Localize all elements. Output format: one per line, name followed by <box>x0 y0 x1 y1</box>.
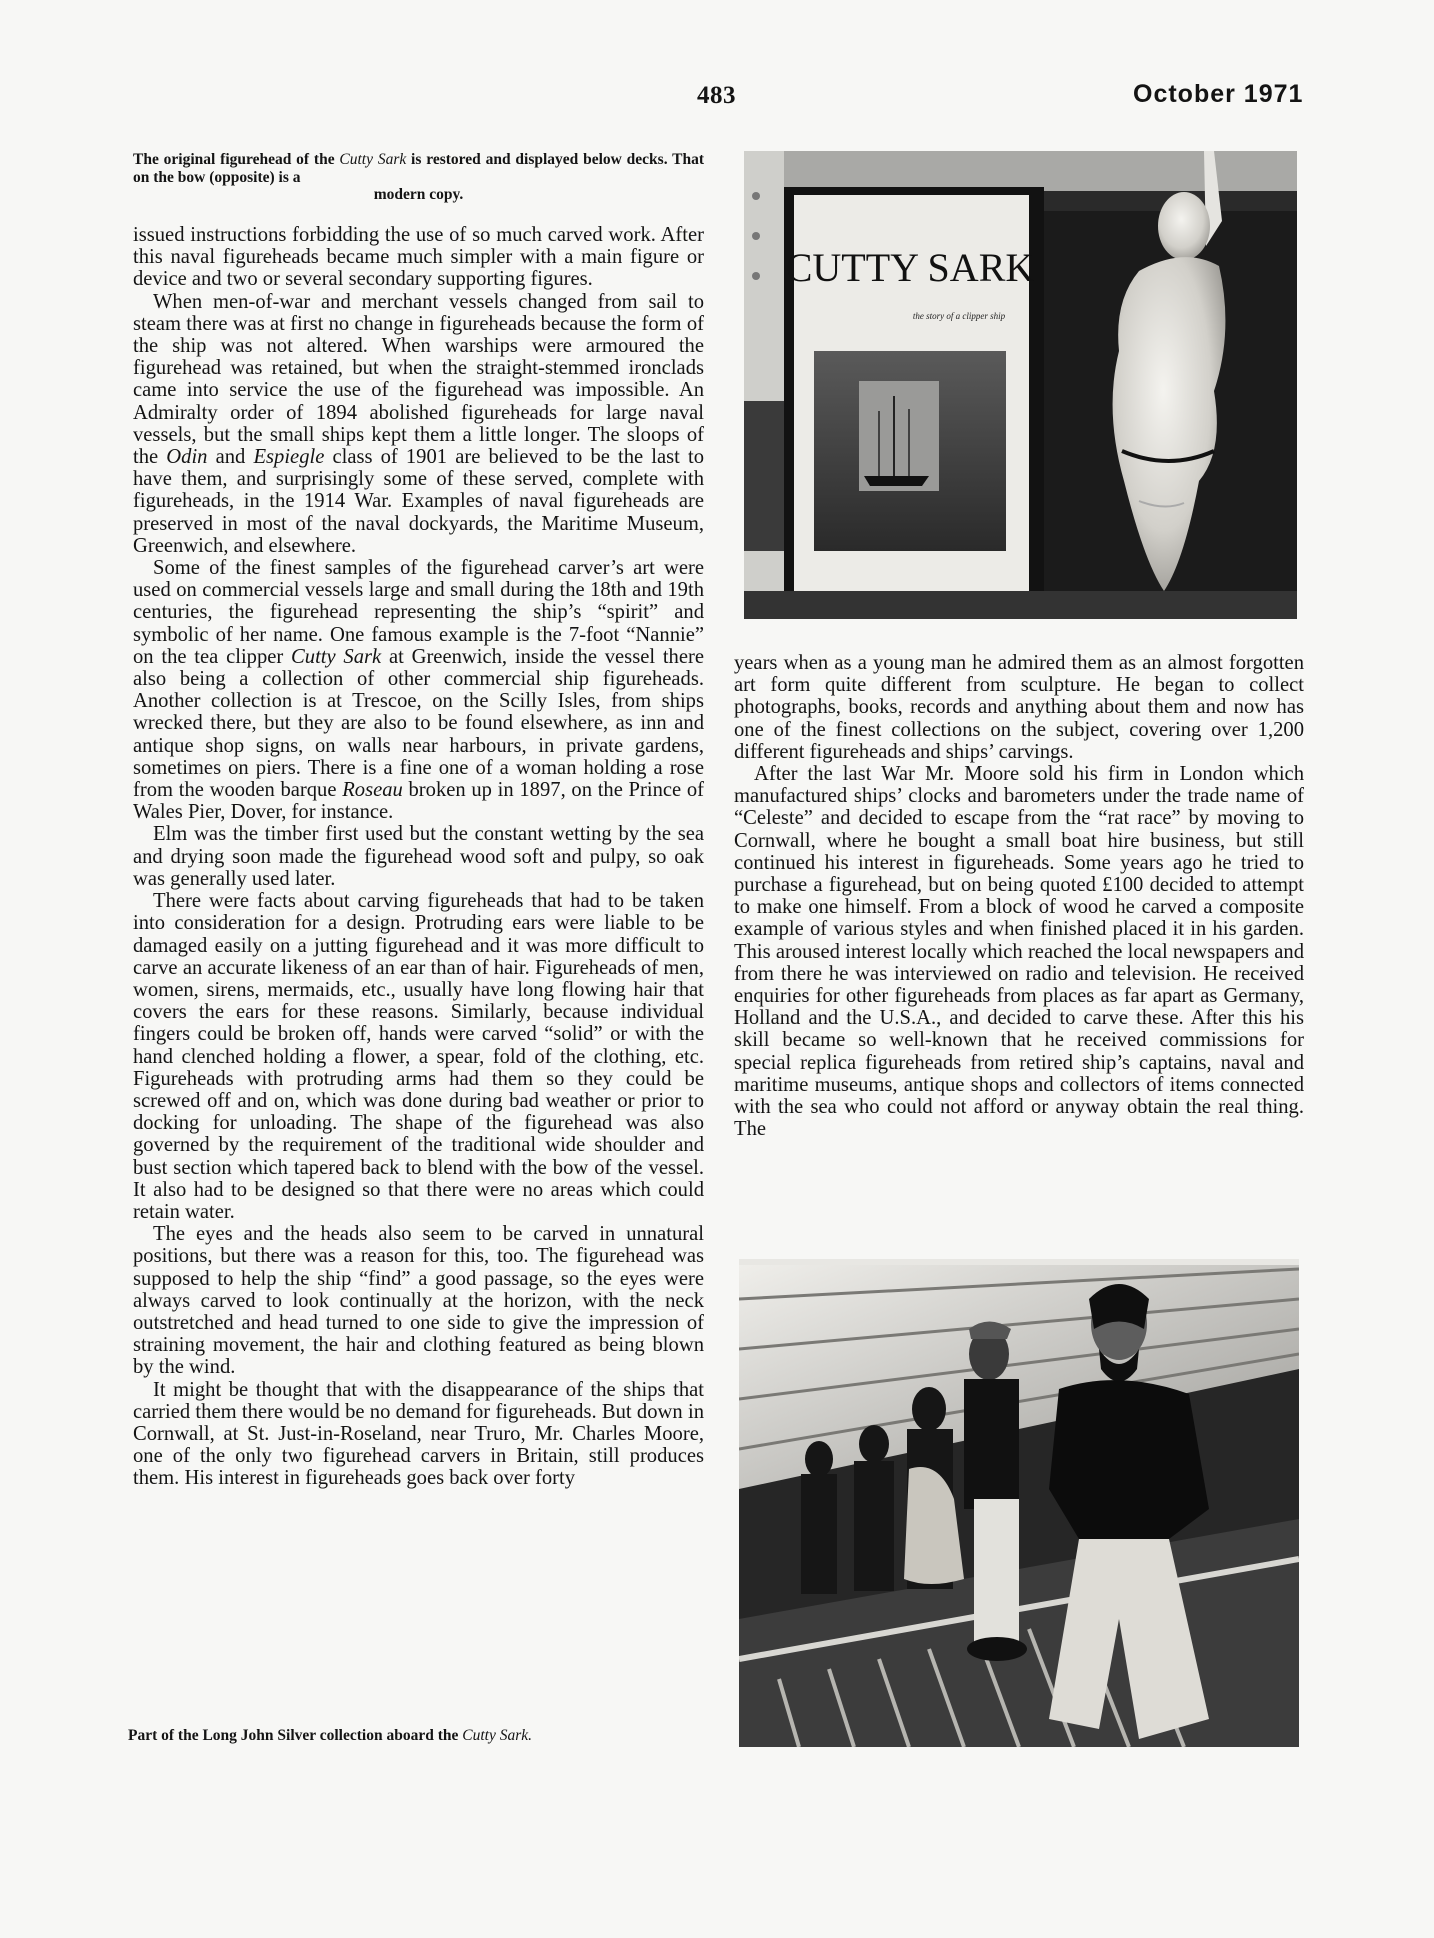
caption-ship-name: Cutty Sark. <box>462 1727 532 1744</box>
paragraph: There were facts about carving figureheads that had to be taken into consideration for a design. Protruding ears were liable to be damaged easily on a jutting figurehead and it was more difficult to carve an accurate likeness of an ear than of hair. Figureheads of men, women, sirens, mermaids, etc., usually have long flowing hair that covers the ears for these reasons. Similarly, because individual fingers could be broken off, hands were carved “solid” or with the hand clenched holding a flower, a spear, fold of the clothing, etc. Figureheads with protruding arms had them so they could be screwed off and on, which was done during bad weather or prior to docking for unloading. The shape of the figurehead was also governed by the requirement of the traditional wide shoulder and bust section which tapered back to blend with the bow of the vessel. It also had to be designed so that there were no areas which could retain water. <box>133 890 704 1223</box>
figurehead-collection-photo <box>739 1259 1299 1747</box>
caption-ship-name: Cutty Sark <box>339 151 407 168</box>
paragraph: After the last War Mr. Moore sold his firm in London which manufactured ships’ clocks and barometers under the trade name of “Celeste” and decided to escape from the “rat race” by moving to Cornwall, where he bought a small boat hire business, but still continued his interest in figureheads. Some years ago he tried to purchase a figurehead, but on being quoted £100 decided to attempt to make one himself. From a block of wood he carved a composite example of various styles and when finished placed it in his garden. This aroused interest locally which reached the local newspapers and from there he was interviewed on radio and television. He received enquiries for other figureheads from places as far apart as Germany, Holland and the U.S.A., and decided to carve these. After this his skill became so well-known that he received commissions for special replica figureheads from retired ship’s captains, naval and maritime museums, antique shops and collectors of items connected with the sea who could not afford or anyway obtain the real thing. The <box>734 763 1304 1141</box>
caption-text: Part of the Long John Silver collection aboard the <box>128 1727 463 1744</box>
caption-text: The original figurehead of the <box>133 151 340 168</box>
issue-date: October 1971 <box>1133 80 1304 108</box>
figurehead-photo <box>744 151 1297 619</box>
page-number: 483 <box>697 82 736 109</box>
paragraph: issued instructions forbidding the use of so much carved work. After this naval figureheads became much simpler with a main figure or device and two or several secondary supporting figures. <box>133 224 704 291</box>
paragraph: When men-of-war and merchant vessels changed from sail to steam there was at first no change in figureheads because the form of the ship was not altered. When warships were armoured the figurehead was retained, but when the straight-stemmed ironclads came into service the use of the figurehead was impossible. An Admiralty order of 1894 abolished figureheads for large naval vessels, but the small ships kept them a little longer. The sloops of the Odin and Espiegle class of 1901 are believed to be the last to have them, and surprisingly some of these served, complete with figureheads, in the 1914 War. Examples of naval figureheads are preserved in most of the naval dockyards, the Maritime Museum, Greenwich, and elsewhere. <box>133 290 705 557</box>
paragraph: The eyes and the heads also seem to be carved in unnatural positions, but there was a reason for this, too. The figurehead was supposed to help the ship “find” a good passage, so the eyes were always carved to look continually at the horizon, with the neck outstretched and head turned to one side to give the impression of straining movement, the hair and clothing featured as being blown by the wind. <box>133 1223 704 1379</box>
paragraph: Elm was the timber first used but the constant wetting by the sea and drying soon made the figurehead wood soft and pulpy, so oak was generally used later. <box>133 823 704 890</box>
paragraph: Some of the finest samples of the figurehead carver’s art were used on commercial vessels large and small during the 18th and 19th centuries, the figurehead representing the ship’s “spirit” and symbolic of her name. One famous example is the 7-foot “Nannie” on the tea clipper Cutty Sark at Greenwich, inside the vessel there also being a collection of other commercial ship figureheads. Another collection is at Trescoe, on the Scilly Isles, from ships wrecked there, but they are also to be found elsewhere, as inn and antique shop signs, on walls near harbours, in private gardens, sometimes on piers. There is a fine one of a woman holding a rose from the wooden barque Roseau broken up in 1897, on the Prince of Wales Pier, Dover, for instance. <box>133 557 704 824</box>
caption-text: is restored and displayed below decks. That on the bow (opposite) is a <box>133 151 704 186</box>
cutty-sark-sign-title: CUTTY SARK <box>785 245 1035 290</box>
paragraph: years when as a young man he admired them as an almost forgotten art form quite different from sculpture. He began to collect photographs, books, records and anything about them and now has one of the finest collections on the subject, covering over 1,200 different figureheads and ships’ carvings. <box>734 652 1304 763</box>
top-photo-caption <box>133 151 704 204</box>
paragraph: It might be thought that with the disappearance of the ships that carried them there would be no demand for figureheads. But down in Cornwall, at St. Just-in-Roseland, near Truro, Mr. Charles Moore, one of the only two figurehead carvers in Britain, still produces them. His interest in figureheads goes back over forty <box>133 1378 704 1490</box>
left-text-column <box>133 224 704 1490</box>
cutty-sark-sign-subtitle: the story of a clipper ship <box>912 311 1006 321</box>
caption-text: modern copy. <box>373 186 464 203</box>
right-text-column <box>734 652 1304 1140</box>
bottom-photo-caption <box>128 1727 694 1745</box>
